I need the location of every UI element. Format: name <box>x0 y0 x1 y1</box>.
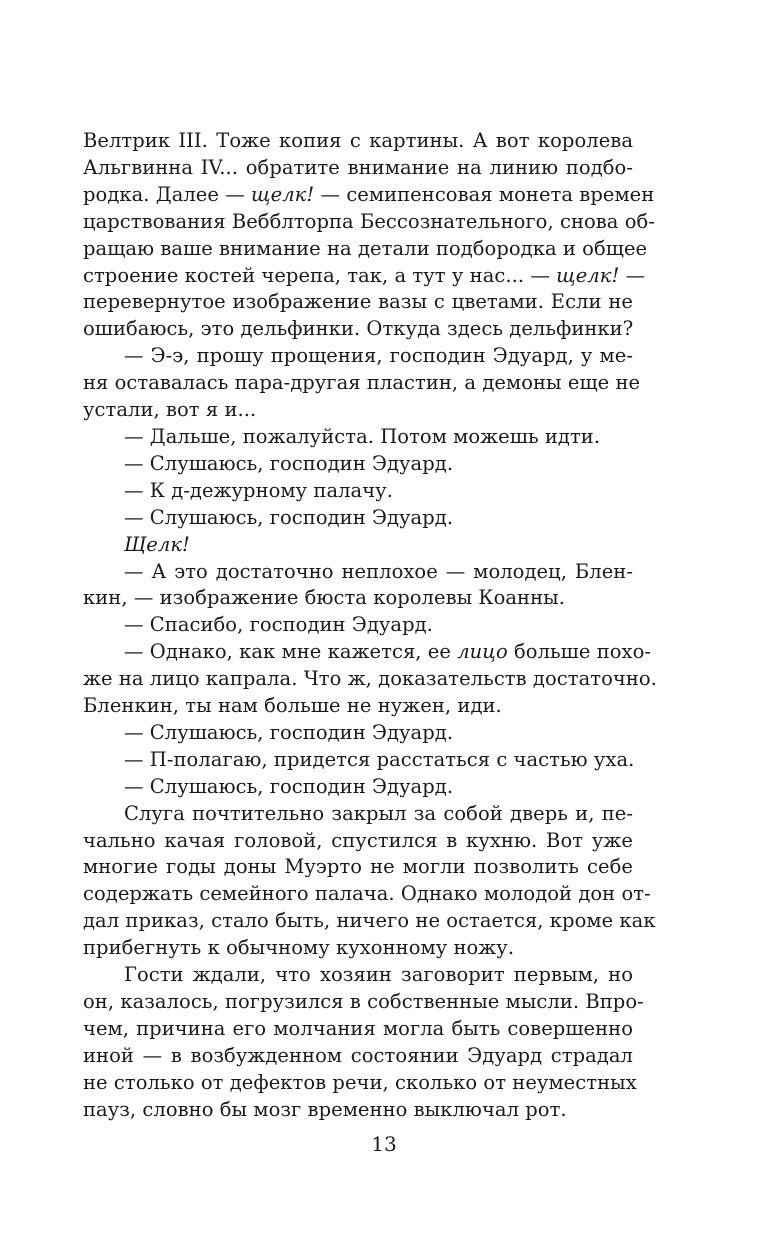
text-line: — К д-дежурному палачу. <box>124 478 393 502</box>
text-line: содержать семейного палача. Однако молодой дон от- <box>83 882 651 906</box>
text-line: Бленкин, ты нам больше не нужен, иди. <box>83 694 502 718</box>
text-line: чем, причина его молчания могла быть совершенно <box>83 1016 633 1040</box>
text-line: ошибаюсь, это дельфинки. Откуда здесь дельфинки? <box>83 317 634 341</box>
text-line: перевернутое изображение вазы с цветами. Если не <box>83 290 633 314</box>
italic-text: щелк! <box>251 182 315 206</box>
text-line: — Э-э, прошу прощения, господин Эдуард, у ме- <box>124 344 633 368</box>
text-line: он, казалось, погрузился в собственные мысли. Впро- <box>83 990 644 1013</box>
text-line: дал приказ, стало быть, ничего не остается, кроме как <box>83 909 656 933</box>
text-segment: больше похо- <box>507 640 652 664</box>
text-line: — Слушаюсь, господин Эдуард. <box>124 720 454 744</box>
text-line: кин, — изображение бюста королевы Коанны. <box>83 586 565 610</box>
text-line: прибегнуть к обычному кухонному ножу. <box>83 936 515 960</box>
text-segment: родка. Далее — <box>83 182 252 206</box>
text-line: Гости ждали, что хозяин заговорит первым, но <box>124 963 633 987</box>
text-line: ня оставалась пара-другая пластин, а демоны еще не <box>83 371 641 395</box>
text-line: устали, вот я и... <box>83 398 257 422</box>
text-segment: — Однако, как мне кажется, ее <box>124 640 458 664</box>
text-line: — Слушаюсь, господин Эдуард. <box>124 451 454 475</box>
text-line <box>83 263 646 290</box>
text-line: иной — в возбужденном состоянии Эдуард страдал <box>83 1043 633 1067</box>
text-segment: — <box>619 263 646 287</box>
text-line: — Спасибо, господин Эдуард. <box>124 613 433 637</box>
book-page-text <box>83 128 657 1124</box>
text-line: — А это достаточно неплохое — молодец, Блен- <box>124 559 633 583</box>
text-line: многие годы доны Муэрто не могли позволить себе <box>83 855 633 879</box>
text-line: — Дальше, пожалуйста. Потом можешь идти. <box>124 424 601 448</box>
text-line: Слуга почтительно закрыл за собой дверь и, пе- <box>124 801 633 825</box>
text-line <box>83 532 633 559</box>
text-line: же на лицо капрала. Что ж, доказательств достаточно. <box>83 667 657 691</box>
page-number: 13 <box>371 1132 397 1156</box>
text-segment: — семипенсовая монета времен <box>314 182 655 206</box>
text-line: Альгвинна IV... обратите внимание на линию подбо- <box>83 155 633 179</box>
text-segment: строение костей черепа, так, а тут у нас... — <box>83 263 557 287</box>
italic-text: лицо <box>457 640 508 664</box>
text-line: не столько от дефектов речи, сколько от неуместных <box>83 1070 637 1094</box>
text-line: — П-полагаю, придется расстаться с частью уха. <box>124 747 635 771</box>
italic-text: Щелк! <box>124 532 190 556</box>
text-line: чально качая головой, спустился в кухню. Вот уже <box>83 828 633 852</box>
text-line <box>83 639 652 666</box>
text-line: ращаю ваше внимание на детали подбородка и общее <box>83 236 648 260</box>
text-line: — Слушаюсь, господин Эдуард. <box>124 505 454 529</box>
text-line: царствования Вебблторпа Бессознательного, снова об- <box>83 209 655 233</box>
text-line: — Слушаюсь, господин Эдуард. <box>124 774 454 798</box>
text-line: Велтрик III. Тоже копия с картины. А вот королева <box>83 129 633 152</box>
text-line <box>83 182 655 209</box>
text-line: пауз, словно бы мозг временно выключал рот. <box>83 1097 567 1121</box>
italic-text: щелк! <box>556 263 620 287</box>
